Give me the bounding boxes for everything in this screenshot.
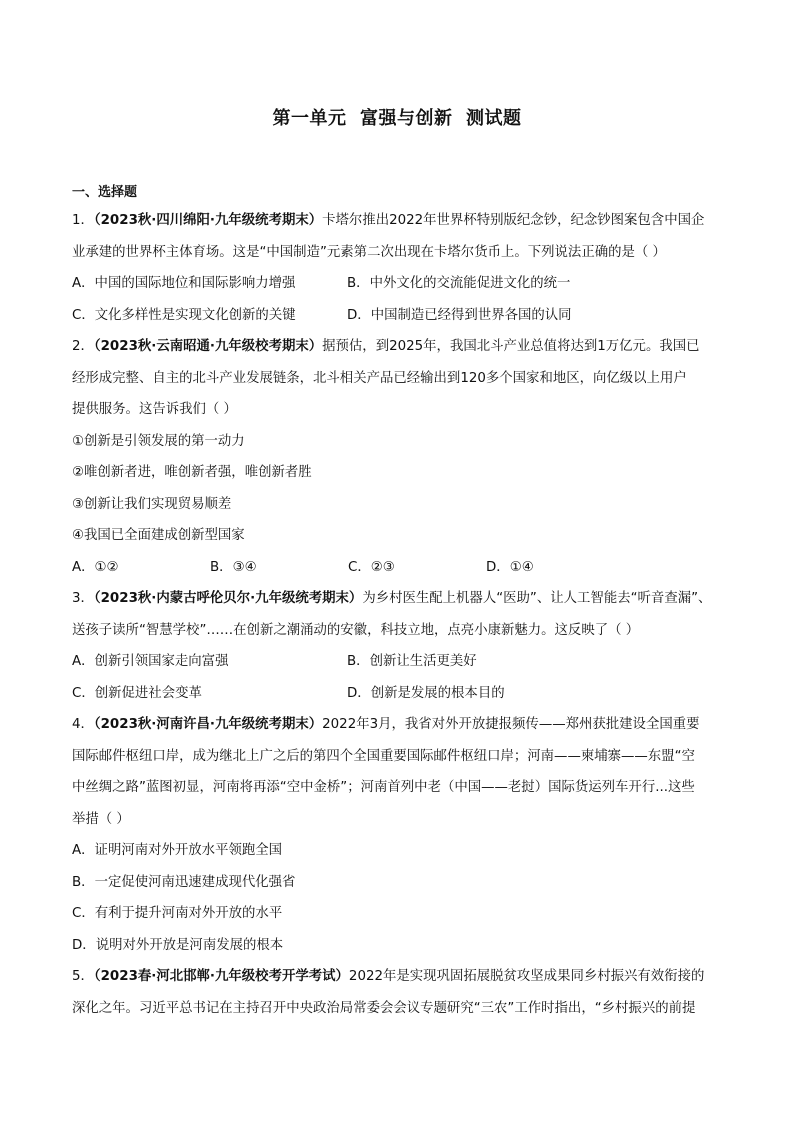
question-4 <box>72 709 722 961</box>
question-text: 举措（ ） <box>72 811 130 827</box>
question-text: 提供服务。这告诉我们（ ） <box>72 402 237 417</box>
statement-3: ③创新让我们实现贸易顺差 <box>72 496 232 512</box>
question-text: 为乡村医生配上机器人“医助”、让人工智能去“听音查漏”、 <box>362 591 712 606</box>
option-a: A．创新引领国家走向富强 <box>72 654 229 669</box>
options-row <box>72 552 722 584</box>
option-c: C．有利于提升河南对外开放的水平 <box>72 906 283 921</box>
question-text: 国际邮件枢纽口岸，成为继北上广之后的第四个全国重要国际邮件枢纽口岸；河南——柬埔寨——东盟“空 <box>72 748 695 764</box>
question-3 <box>72 583 722 709</box>
option-a: A．①② <box>72 559 119 575</box>
statement-2: ②唯创新者进，唯创新者强，唯创新者胜 <box>72 465 312 480</box>
option-b: B．一定促使河南迅速建成现代化强省 <box>72 874 296 890</box>
question-text: 据预估，到2025年，我国北斗产业总值将达到1万亿元。我国已 <box>322 339 700 354</box>
option-b: B．创新让生活更美好 <box>347 654 477 669</box>
option-a: A．中国的国际地位和国际影响力增强 <box>72 276 296 291</box>
question-3-stem-line <box>72 583 722 615</box>
question-text: 中丝绸之路”蓝图初显，河南将再添“空中金桥”；河南首列中老（中国——老挝）国际货运列车开行...这些 <box>72 780 695 795</box>
question-5-stem-line <box>72 961 722 993</box>
option-c: C．文化多样性是实现文化创新的关键 <box>72 307 296 323</box>
question-text: 2022年是实现巩固拓展脱贫攻坚成果同乡村振兴有效衔接的 <box>348 969 705 984</box>
option-d: D．创新是发展的根本目的 <box>347 685 505 701</box>
question-number: 5． <box>72 969 94 984</box>
question-number: 3． <box>72 591 94 606</box>
question-source: （2023秋·云南昭通·九年级校考期末） <box>93 339 323 354</box>
question-text: 送孩子读所“智慧学校”……在创新之潮涌动的安徽，科技立地，点亮小康新魅力。这反映了（ ） <box>72 622 640 638</box>
options-row <box>72 678 722 710</box>
question-number: 2． <box>72 339 94 354</box>
question-number: 1． <box>72 213 94 228</box>
page-title: 第一单元 富强与创新 测试题 <box>272 108 522 129</box>
question-2-stem-line <box>72 331 722 363</box>
statement-1: ①创新是引领发展的第一动力 <box>72 433 245 449</box>
option-c: C．②③ <box>348 559 395 575</box>
statement-4: ④我国已全面建成创新型国家 <box>72 528 245 543</box>
options-row <box>72 268 722 300</box>
option-c: C．创新促进社会变革 <box>72 685 202 701</box>
question-source: （2023秋·四川绵阳·九年级统考期末） <box>93 213 323 228</box>
question-source: （2023春·河北邯郸·九年级校考开学考试） <box>93 969 349 984</box>
option-d: D．说明对外开放是河南发展的根本 <box>72 937 284 953</box>
question-text: 2022年3月，我省对外开放捷报频传——郑州获批建设全国重要 <box>322 717 700 732</box>
question-text: 经形成完整、自主的北斗产业发展链条，北斗相关产品已经输出到120多个国家和地区，向亿级以上用户 <box>72 370 687 386</box>
question-source: （2023秋·内蒙古呼伦贝尔·九年级统考期末） <box>93 591 363 606</box>
document-page <box>72 0 722 1123</box>
options-row <box>72 646 722 678</box>
option-b: B．中外文化的交流能促进文化的统一 <box>347 276 571 291</box>
question-5 <box>72 961 722 1024</box>
option-d: D．①④ <box>486 559 534 575</box>
question-2 <box>72 331 722 583</box>
option-b: B．③④ <box>210 559 257 575</box>
question-text: 卡塔尔推出2022年世界杯特别版纪念钞，纪念钞图案包含中国企 <box>322 213 705 228</box>
option-a: A．证明河南对外开放水平领跑全国 <box>72 843 283 858</box>
option-d: D．中国制造已经得到世界各国的认同 <box>347 307 572 323</box>
question-text: 业承建的世界杯主体育场。这是“中国制造”元素第二次出现在卡塔尔货币上。下列说法正确的是（ ） <box>72 244 666 260</box>
question-source: （2023秋·河南许昌·九年级统考期末） <box>93 717 323 732</box>
question-1 <box>72 205 722 331</box>
options-row <box>72 300 722 332</box>
question-4-stem-line <box>72 709 722 741</box>
question-1-stem-line <box>72 205 722 237</box>
question-text: 深化之年。习近平总书记在主持召开中央政治局常委会会议专题研究“三农”工作时指出，“乡村振兴的前提 <box>72 1000 696 1016</box>
question-number: 4． <box>72 717 94 732</box>
question-list <box>72 205 722 1024</box>
section-heading: 一、选择题 <box>72 185 138 200</box>
